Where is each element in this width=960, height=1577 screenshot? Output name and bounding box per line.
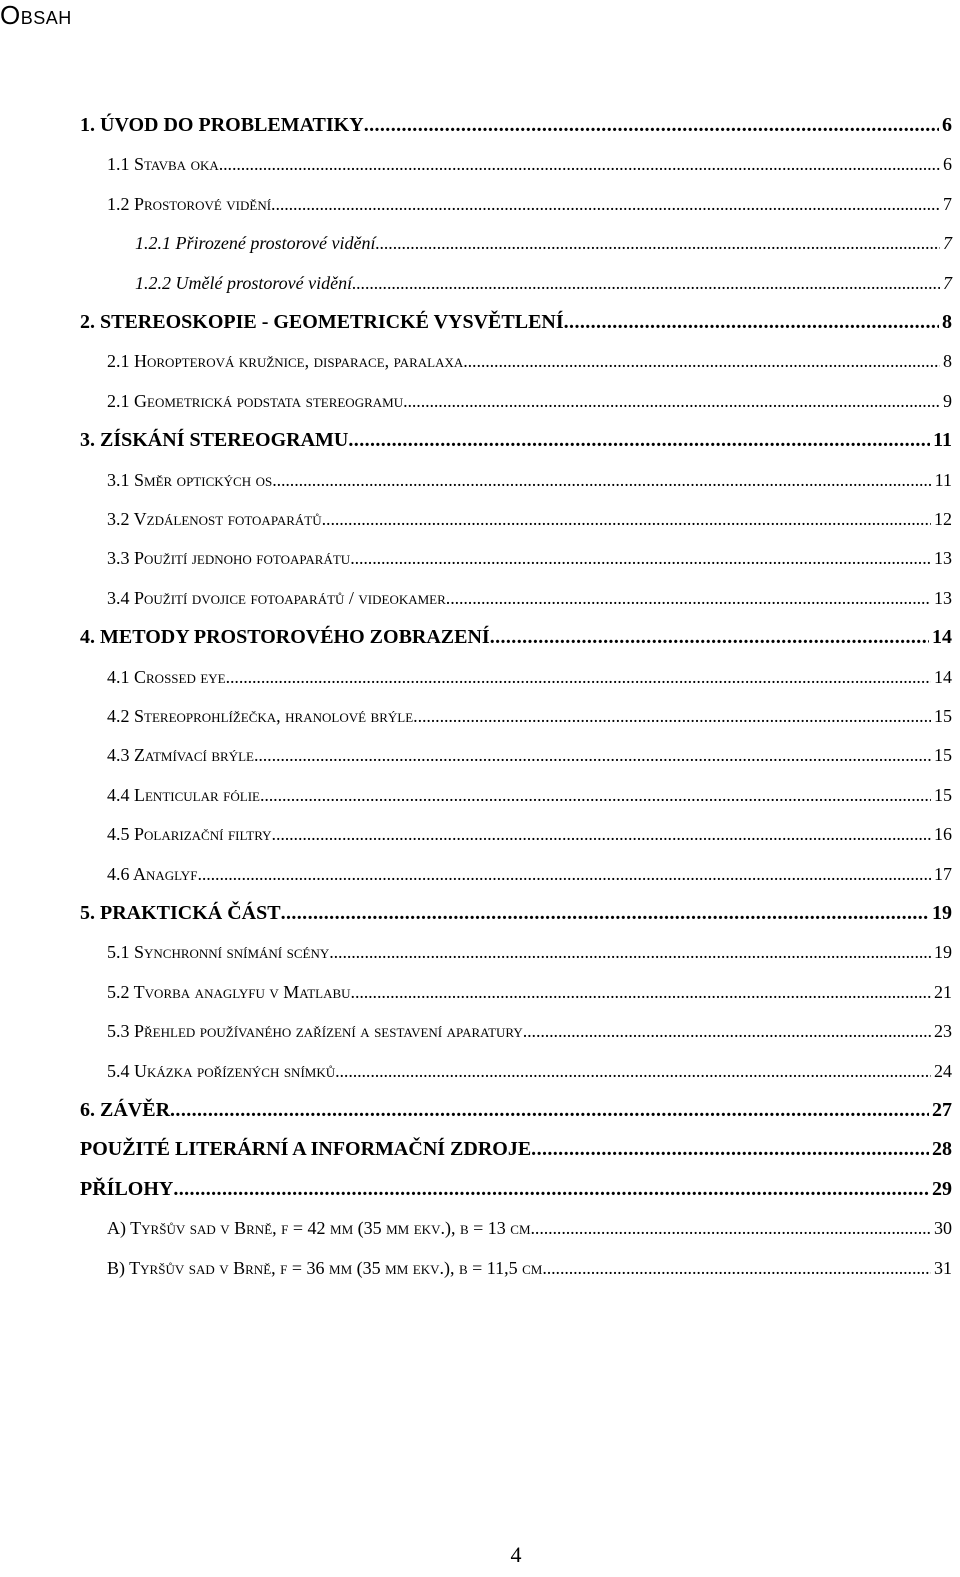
toc-leader-dots (260, 780, 931, 810)
toc-entry-title: 4.5 Polarizační filtry (107, 824, 272, 844)
toc-entry[interactable] (107, 386, 952, 416)
toc-leader-dots (531, 1213, 931, 1243)
toc-entry-title: A) Tyršův sad v Brně, f = 42 mm (35 mm ekv.), b = 13 cm (107, 1218, 531, 1238)
toc-leader-dots (197, 859, 931, 889)
toc-entry[interactable] (107, 937, 952, 967)
toc-entry-title: 4.4 Lenticular fólie (107, 785, 260, 805)
toc-entry[interactable] (107, 859, 952, 889)
toc-entry[interactable] (135, 268, 952, 298)
toc-leader-dots (170, 1095, 929, 1125)
toc-entry[interactable] (107, 1016, 952, 1046)
toc-leader-dots (375, 228, 940, 258)
toc-entry[interactable] (107, 465, 952, 495)
toc-leader-dots (348, 425, 930, 455)
toc-entry-title: 5.4 Ukázka pořízených snímků (107, 1061, 336, 1081)
toc-entry-page: 8 (942, 311, 952, 333)
toc-entry-title: PŘÍLOHY (80, 1178, 174, 1200)
toc-entry[interactable] (80, 110, 952, 140)
toc-entry-title: 5.3 Přehled používaného zařízení a sestavení aparatury (107, 1021, 523, 1041)
toc-entry-page: 11 (933, 429, 952, 451)
toc-entry-title: 4.1 Crossed eye (107, 667, 226, 687)
toc-entry[interactable] (80, 622, 952, 652)
toc-entry-page: 13 (934, 548, 952, 568)
toc-entry[interactable] (107, 740, 952, 770)
toc-entry-page: 12 (934, 509, 952, 529)
toc-leader-dots (281, 898, 929, 928)
toc-entry-page: 6 (943, 154, 952, 174)
toc-entry-page: 24 (934, 1061, 952, 1081)
toc-entry-title: 1.1 Stavba oka (107, 154, 219, 174)
toc-entry-page: 14 (934, 667, 952, 687)
toc-entry-page: 7 (943, 273, 952, 293)
toc-entry-page: 8 (943, 351, 952, 371)
toc-entry-title: 4.2 Stereoprohlížečka, hranolové brýle (107, 706, 414, 726)
toc-entry[interactable] (107, 819, 952, 849)
toc-leader-dots (564, 307, 939, 337)
toc-leader-dots (335, 1056, 931, 1086)
page-heading: Obsah (0, 0, 72, 30)
toc-entry[interactable] (107, 543, 952, 573)
toc-entry[interactable] (107, 346, 952, 376)
toc-leader-dots (254, 740, 931, 770)
toc-entry-title: 3. ZÍSKÁNÍ STEREOGRAMU (80, 429, 349, 451)
toc-entry-page: 27 (932, 1099, 952, 1121)
toc-entry-title: 4.6 Anaglyf (107, 864, 198, 884)
toc-leader-dots (531, 1134, 929, 1164)
toc-leader-dots (351, 977, 931, 1007)
toc-entry-title: 2. STEREOSKOPIE - GEOMETRICKÉ VYSVĚTLENÍ (80, 311, 564, 333)
toc-entry-title: 5.2 Tvorba anaglyfu v Matlabu (107, 982, 351, 1002)
toc-entry-page: 28 (932, 1138, 952, 1160)
toc-entry-page: 7 (943, 194, 952, 214)
toc-leader-dots (272, 819, 931, 849)
toc-leader-dots (329, 937, 931, 967)
toc-entry-page: 15 (934, 745, 952, 765)
toc-entry-page: 31 (934, 1258, 952, 1278)
toc-entry-title: POUŽITÉ LITERÁRNÍ A INFORMAČNÍ ZDROJE (80, 1138, 532, 1160)
toc-entry[interactable] (80, 1095, 952, 1125)
toc-entry-title: 3.1 Směr optických os (107, 470, 273, 490)
toc-entry[interactable] (80, 425, 952, 455)
toc-entry-title: 2.1 Horopterová kružnice, disparace, paralaxa (107, 351, 464, 371)
toc-entry-title: 4. METODY PROSTOROVÉHO ZOBRAZENÍ (80, 626, 490, 648)
toc-entry-page: 19 (932, 902, 952, 924)
toc-entry-page: 13 (934, 588, 952, 608)
toc-entry-title: 1.2.2 Umělé prostorové vidění (135, 273, 353, 293)
page-number: 4 (510, 1542, 522, 1567)
toc-entry[interactable] (107, 1213, 952, 1243)
toc-entry[interactable] (107, 662, 952, 692)
toc-entry-title: 4.3 Zatmívací brýle (107, 745, 254, 765)
toc-entry-page: 6 (942, 114, 952, 136)
toc-leader-dots (173, 1174, 929, 1204)
toc-leader-dots (490, 622, 929, 652)
toc-entry[interactable] (107, 977, 952, 1007)
toc-entry-page: 17 (934, 864, 952, 884)
toc-entry-page: 23 (934, 1021, 952, 1041)
toc-entry-page: 11 (934, 470, 952, 490)
toc-entry-title: 1.2 Prostorové vidění (107, 194, 272, 214)
toc-entry-page: 15 (934, 706, 952, 726)
toc-entry[interactable] (135, 228, 952, 258)
toc-leader-dots (413, 701, 931, 731)
toc-leader-dots (322, 504, 931, 534)
toc-entry-page: 30 (934, 1218, 952, 1238)
toc-entry-title: 5. PRAKTICKÁ ČÁST (80, 902, 281, 924)
toc-entry-title: 3.3 Použití jednoho fotoaparátu (107, 548, 351, 568)
toc-leader-dots (364, 110, 939, 140)
toc-entry[interactable] (107, 780, 952, 810)
toc-leader-dots (219, 149, 940, 179)
toc-entry-title: 3.4 Použití dvojice fotoaparátů / videokamer (107, 588, 446, 608)
toc-entry-title: 2.1 Geometrická podstata stereogramu (107, 391, 404, 411)
toc-leader-dots (272, 465, 931, 495)
toc-entry-title: 3.2 Vzdálenost fotoaparátů (107, 509, 322, 529)
toc-entry-title: 1.2.1 Přirozené prostorové vidění (135, 233, 376, 253)
toc-entry[interactable] (107, 504, 952, 534)
toc-entry[interactable] (107, 1253, 952, 1283)
toc-leader-dots (403, 386, 940, 416)
toc-entry[interactable] (107, 149, 952, 179)
toc-entry-page: 29 (932, 1178, 952, 1200)
toc-entry-page: 9 (943, 391, 952, 411)
toc-entry[interactable] (107, 583, 952, 613)
toc-entry[interactable] (80, 1174, 952, 1204)
toc-leader-dots (271, 189, 940, 219)
toc-entry-page: 7 (943, 233, 952, 253)
toc-leader-dots (350, 543, 931, 573)
toc-entry-title: B) Tyršův sad v Brně, f = 36 mm (35 mm ekv.), b = 11,5 cm (107, 1258, 543, 1278)
toc-leader-dots (523, 1016, 931, 1046)
toc-entry-page: 14 (932, 626, 952, 648)
toc-entry[interactable] (80, 307, 952, 337)
toc-entry[interactable] (80, 898, 952, 928)
toc-entry[interactable] (80, 1134, 952, 1164)
toc-leader-dots (542, 1253, 931, 1283)
toc-leader-dots (352, 268, 940, 298)
toc-entry-page: 21 (934, 982, 952, 1002)
toc-leader-dots (226, 662, 931, 692)
toc-entry-title: 6. ZÁVĚR (80, 1099, 171, 1121)
toc-entry-title: 5.1 Synchronní snímání scény (107, 942, 330, 962)
toc-entry-page: 15 (934, 785, 952, 805)
toc-entry[interactable] (107, 1056, 952, 1086)
toc-leader-dots (446, 583, 931, 613)
toc-leader-dots (463, 346, 940, 376)
toc-entry-page: 16 (934, 824, 952, 844)
toc-entry[interactable] (107, 189, 952, 219)
toc-entry-title: 1. ÚVOD DO PROBLEMATIKY (80, 114, 364, 136)
toc-entry-page: 19 (934, 942, 952, 962)
toc-entry[interactable] (107, 701, 952, 731)
